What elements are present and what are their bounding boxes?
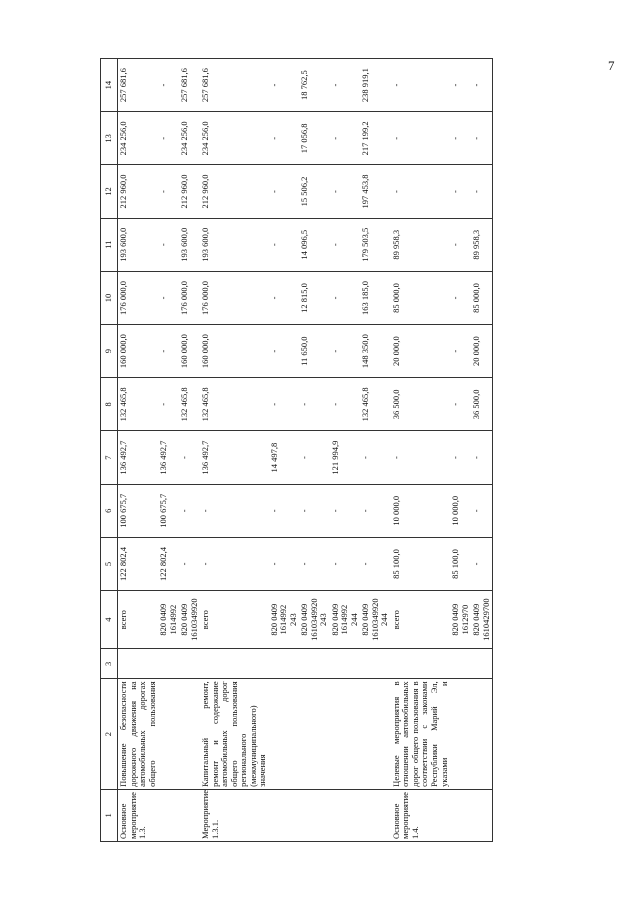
- table-cell: 85 100,0: [391, 537, 450, 590]
- table-cell: -: [450, 59, 471, 112]
- table-cell: 160 000,0: [118, 325, 159, 378]
- table-cell: [158, 679, 179, 789]
- table-cell: 160 000,0: [179, 325, 200, 378]
- table-cell: Капитальный ремонт, ремонт и содержание автомобильных дорог общего пользования регионального (межмуниципального) значения: [200, 679, 269, 789]
- table-cell: Основное мероприятие 1.3.: [118, 789, 159, 841]
- table-cell: 197 453,8: [360, 165, 391, 218]
- table-cell: -: [299, 537, 330, 590]
- header-row: [101, 59, 118, 842]
- table-cell: [118, 649, 159, 679]
- table-cell: 10 000,0: [450, 484, 471, 537]
- table-cell: 132 465,8: [360, 378, 391, 431]
- table-cell: -: [200, 537, 269, 590]
- table-cell: -: [269, 218, 300, 271]
- table-cell: 193 600,0: [200, 218, 269, 271]
- table-cell: 132 465,8: [200, 378, 269, 431]
- column-header: 10: [101, 271, 118, 324]
- table-cell: [360, 649, 391, 679]
- table-cell: -: [330, 484, 361, 537]
- table-cell: всего: [118, 591, 159, 649]
- table-cell: 100 675,7: [158, 484, 179, 537]
- table-cell: [158, 789, 179, 841]
- table-cell: [179, 789, 200, 841]
- table-cell: 234 256,0: [179, 112, 200, 165]
- column-header: 4: [101, 591, 118, 649]
- table-cell: 820 0409 1610349920 243: [299, 591, 330, 649]
- column-header: 2: [101, 679, 118, 789]
- table-cell: 820 0409 1614992 243: [269, 591, 300, 649]
- table-cell: -: [158, 59, 179, 112]
- table-cell: -: [391, 59, 450, 112]
- table-cell: 820 0409 1610349920: [179, 591, 200, 649]
- table-cell: 212 960,0: [200, 165, 269, 218]
- table-cell: 17 056,8: [299, 112, 330, 165]
- table-cell: 160 000,0: [200, 325, 269, 378]
- table-cell: 820 0409 1614992: [158, 591, 179, 649]
- table-cell: -: [471, 537, 493, 590]
- column-header: 11: [101, 218, 118, 271]
- table-cell: -: [269, 165, 300, 218]
- table-cell: 18 762,5: [299, 59, 330, 112]
- table-cell: 121 994,9: [330, 431, 361, 484]
- table-cell: -: [158, 271, 179, 324]
- table-cell: 85 100,0: [450, 537, 471, 590]
- table-cell: -: [330, 112, 361, 165]
- table-cell: 176 000,0: [118, 271, 159, 324]
- table-cell: -: [269, 271, 300, 324]
- table-cell: -: [450, 271, 471, 324]
- table-cell: [471, 649, 493, 679]
- table-cell: [330, 649, 361, 679]
- table-row: [158, 59, 179, 842]
- table-cell: 136 492,7: [200, 431, 269, 484]
- table-cell: 257 681,6: [118, 59, 159, 112]
- table-cell: 10 000,0: [391, 484, 450, 537]
- table-row: [450, 59, 471, 842]
- table-cell: 36 500,0: [391, 378, 450, 431]
- table-cell: -: [330, 537, 361, 590]
- table-cell: -: [158, 378, 179, 431]
- column-header: 13: [101, 112, 118, 165]
- table-cell: 820 0409 1614992 244: [330, 591, 361, 649]
- table-row: [299, 59, 330, 842]
- table-row: [200, 59, 269, 842]
- table-cell: 176 000,0: [179, 271, 200, 324]
- table-cell: -: [330, 271, 361, 324]
- table-cell: -: [330, 218, 361, 271]
- table-row: [471, 59, 493, 842]
- table-cell: -: [299, 431, 330, 484]
- column-header: 12: [101, 165, 118, 218]
- table-body: [118, 59, 493, 842]
- table-cell: -: [471, 431, 493, 484]
- table-cell: 36 500,0: [471, 378, 493, 431]
- table-cell: 212 960,0: [118, 165, 159, 218]
- table-cell: -: [391, 431, 450, 484]
- table-cell: [330, 679, 361, 789]
- table-cell: 163 185,0: [360, 271, 391, 324]
- table-cell: Целевые мероприятия в отношении автомобильных дорог общего пользования в соответствии с законами Республики Марий Эл, указами и: [391, 679, 450, 789]
- table-cell: 122 802,4: [158, 537, 179, 590]
- table-cell: всего: [391, 591, 450, 649]
- table-cell: 85 000,0: [471, 271, 493, 324]
- table-cell: -: [158, 165, 179, 218]
- table-cell: 238 919,1: [360, 59, 391, 112]
- table-cell: -: [360, 484, 391, 537]
- table-cell: 100 675,7: [118, 484, 159, 537]
- table-cell: -: [471, 112, 493, 165]
- table-cell: 85 000,0: [391, 271, 450, 324]
- table-cell: -: [179, 537, 200, 590]
- table-cell: [360, 789, 391, 841]
- table-cell: 136 492,7: [118, 431, 159, 484]
- column-header: 14: [101, 59, 118, 112]
- table-cell: -: [450, 218, 471, 271]
- table-row: [330, 59, 361, 842]
- table-cell: 820 0409 1610429700: [471, 591, 493, 649]
- table-cell: [179, 649, 200, 679]
- table-cell: 257 681,6: [179, 59, 200, 112]
- table-cell: -: [179, 484, 200, 537]
- table-cell: 179 503,5: [360, 218, 391, 271]
- table-cell: -: [360, 431, 391, 484]
- table-cell: -: [269, 112, 300, 165]
- table-cell: 193 600,0: [118, 218, 159, 271]
- column-header: 1: [101, 789, 118, 841]
- table-cell: 193 600,0: [179, 218, 200, 271]
- table-cell: Основное мероприятие 1.4.: [391, 789, 450, 841]
- table-cell: всего: [200, 591, 269, 649]
- table-cell: 122 802,4: [118, 537, 159, 590]
- table-cell: -: [269, 325, 300, 378]
- table-cell: 820 0409 1610349920 244: [360, 591, 391, 649]
- table-cell: [450, 679, 471, 789]
- table-cell: 132 465,8: [118, 378, 159, 431]
- table-cell: 20 000,0: [391, 325, 450, 378]
- table-cell: [360, 679, 391, 789]
- table-cell: Повышение безопасности дорожного движения на автомобильных дорогах общего пользования: [118, 679, 159, 789]
- table-row: [391, 59, 450, 842]
- table-cell: -: [299, 378, 330, 431]
- table-cell: [299, 789, 330, 841]
- table-cell: -: [391, 165, 450, 218]
- table-cell: -: [330, 165, 361, 218]
- column-header: 5: [101, 537, 118, 590]
- table-cell: [391, 649, 450, 679]
- table-cell: 14 096,5: [299, 218, 330, 271]
- table-cell: [200, 649, 269, 679]
- table-cell: -: [450, 325, 471, 378]
- table-cell: -: [450, 431, 471, 484]
- table-cell: -: [269, 378, 300, 431]
- table-cell: -: [450, 378, 471, 431]
- table-cell: -: [269, 484, 300, 537]
- table-cell: 148 350,0: [360, 325, 391, 378]
- table-cell: -: [471, 484, 493, 537]
- table-cell: -: [330, 378, 361, 431]
- table-cell: [299, 649, 330, 679]
- table-cell: -: [179, 431, 200, 484]
- table-cell: 14 497,8: [269, 431, 300, 484]
- table-cell: 12 815,0: [299, 271, 330, 324]
- table-cell: 820 0409 1612970: [450, 591, 471, 649]
- table-cell: 20 000,0: [471, 325, 493, 378]
- table-cell: [269, 789, 300, 841]
- rotated-table-container: [100, 58, 628, 842]
- table-cell: -: [450, 165, 471, 218]
- table-cell: -: [471, 165, 493, 218]
- table-cell: 132 465,8: [179, 378, 200, 431]
- column-header: 8: [101, 378, 118, 431]
- table-cell: -: [158, 112, 179, 165]
- table-cell: -: [330, 325, 361, 378]
- table-cell: [471, 679, 493, 789]
- table-cell: 176 000,0: [200, 271, 269, 324]
- table-cell: 89 958,3: [391, 218, 450, 271]
- table-cell: -: [200, 484, 269, 537]
- budget-table: [100, 58, 493, 842]
- table-cell: 136 492,7: [158, 431, 179, 484]
- table-cell: -: [450, 112, 471, 165]
- table-cell: [269, 679, 300, 789]
- table-cell: [158, 649, 179, 679]
- table-cell: -: [391, 112, 450, 165]
- table-cell: [450, 789, 471, 841]
- table-cell: [471, 789, 493, 841]
- page-number: 7: [608, 58, 615, 73]
- table-cell: 257 681,6: [200, 59, 269, 112]
- table-cell: [299, 679, 330, 789]
- table-row: [360, 59, 391, 842]
- column-header: 9: [101, 325, 118, 378]
- table-row: [179, 59, 200, 842]
- table-cell: -: [269, 537, 300, 590]
- table-cell: Мероприятие 1.3.1.: [200, 789, 269, 841]
- table-cell: [330, 789, 361, 841]
- table-cell: 217 199,2: [360, 112, 391, 165]
- table-cell: -: [471, 59, 493, 112]
- table-cell: -: [158, 218, 179, 271]
- table-row: [118, 59, 159, 842]
- column-header: 6: [101, 484, 118, 537]
- table-cell: 11 650,0: [299, 325, 330, 378]
- table-cell: 89 958,3: [471, 218, 493, 271]
- column-header: 7: [101, 431, 118, 484]
- table-cell: -: [158, 325, 179, 378]
- table-row: [269, 59, 300, 842]
- table-cell: 234 256,0: [200, 112, 269, 165]
- table-cell: 234 256,0: [118, 112, 159, 165]
- table-cell: -: [330, 59, 361, 112]
- table-cell: 15 506,2: [299, 165, 330, 218]
- column-header: 3: [101, 649, 118, 679]
- table-cell: [269, 649, 300, 679]
- table-cell: [179, 679, 200, 789]
- table-cell: 212 960,0: [179, 165, 200, 218]
- table-cell: -: [269, 59, 300, 112]
- table-cell: [450, 649, 471, 679]
- table-cell: -: [299, 484, 330, 537]
- table-cell: -: [360, 537, 391, 590]
